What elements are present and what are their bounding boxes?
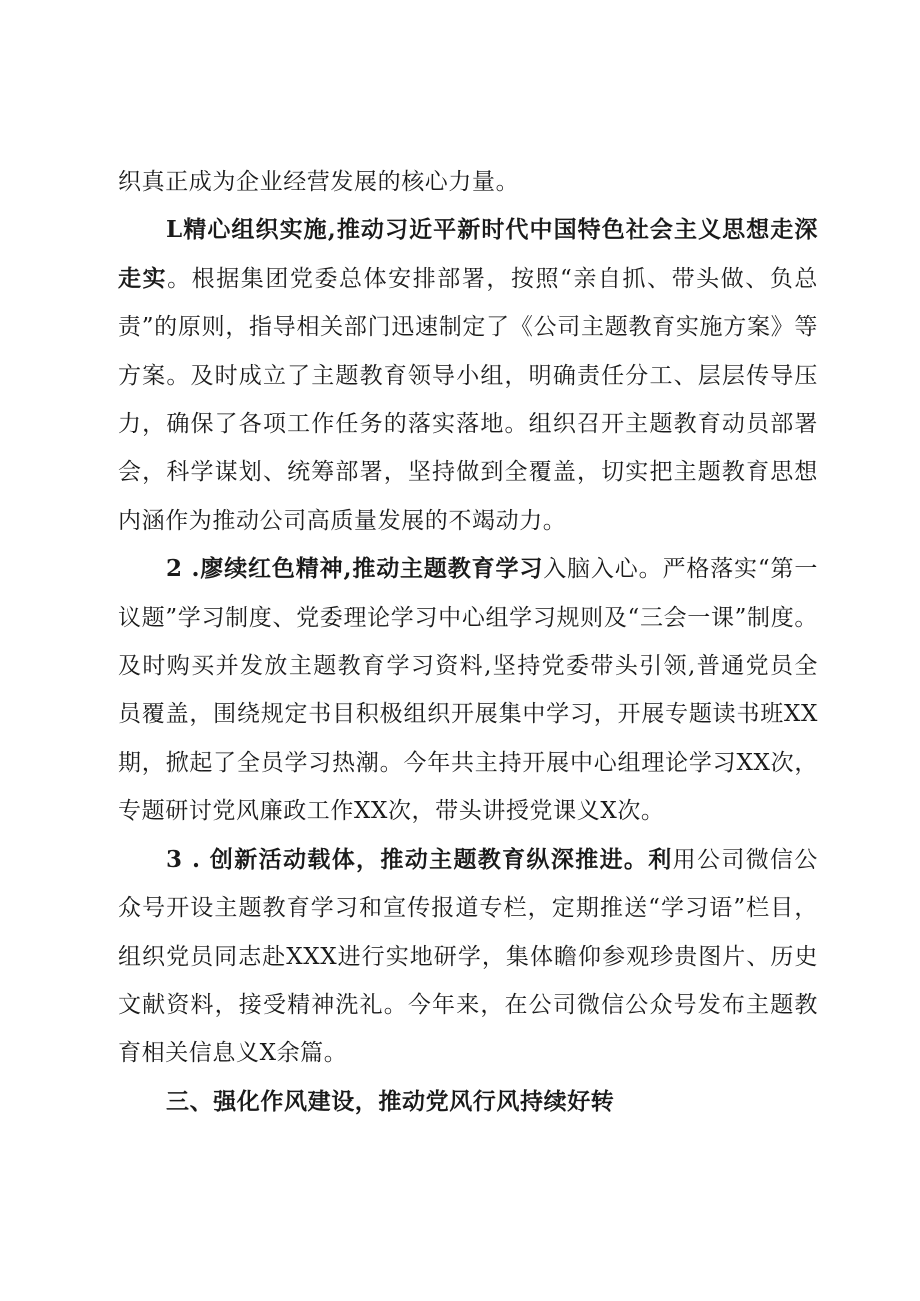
paragraph-text: 用公司微信公众号开设主题教育学习和宣传报道专栏，定期推送“学习语”栏目，组织党员同志赴XXX进行实地研学，集体瞻仰参观珍贵图片、历史文献资料，接受精神洗礼。今年来，在公司微信公众号发布主题教育相关信息义X余篇。 (118, 846, 819, 1067)
paragraph-text: 。根据集团党委总体安排部署，按照“亲自抓、带头做、负总责”的原则，指导相关部门迅速制定了《公司主题教育实施方案》等方案。及时成立了主题教育领导小组，明确责任分工、层层传导压力，确保了各项工作任务的落实落地。组织召开主题教育动员部署会，科学谋划、统筹部署，坚持做到全覆盖，切实把主题教育思想内涵作为推动公司高质量发展的不竭动力。 (118, 265, 818, 534)
paragraph-item-2 (118, 545, 818, 835)
paragraph-text: 织真正成为企业经营发展的核心力量。 (118, 169, 520, 195)
paragraph-lead: L精心组织实施,推动习近平新时代中国特色社会主义思想走深走实 (118, 216, 818, 292)
paragraph-lead: 2 .廖续红色精神,推动主题教育学习 (166, 555, 544, 583)
section-heading: 三、强化作风建设，推动党风行风持续好转 (166, 1087, 615, 1115)
paragraph-item-3 (118, 836, 818, 1078)
paragraph-text: 入脑入心。严格落实“第一议题”学习制度、党委理论学习中心组学习规则及“三会一课”制度。及时购买并发放主题教育学习资料,坚持党委带头引领,普通党员全员覆盖，围绕规定书目积极组织开展集中学习，开展专题读书班XX期，掀起了全员学习热潮。今年共主持开展中心组理论学习XX次，专题研讨党风廉政工作XX次，带头讲授党课义X次。 (118, 556, 818, 825)
paragraph-continuation (118, 158, 818, 206)
paragraph-lead: 3 . 创新活动载体，推动主题教育纵深推进。利 (166, 845, 673, 873)
paragraph-item-1 (118, 206, 818, 545)
document-body (118, 158, 818, 1126)
